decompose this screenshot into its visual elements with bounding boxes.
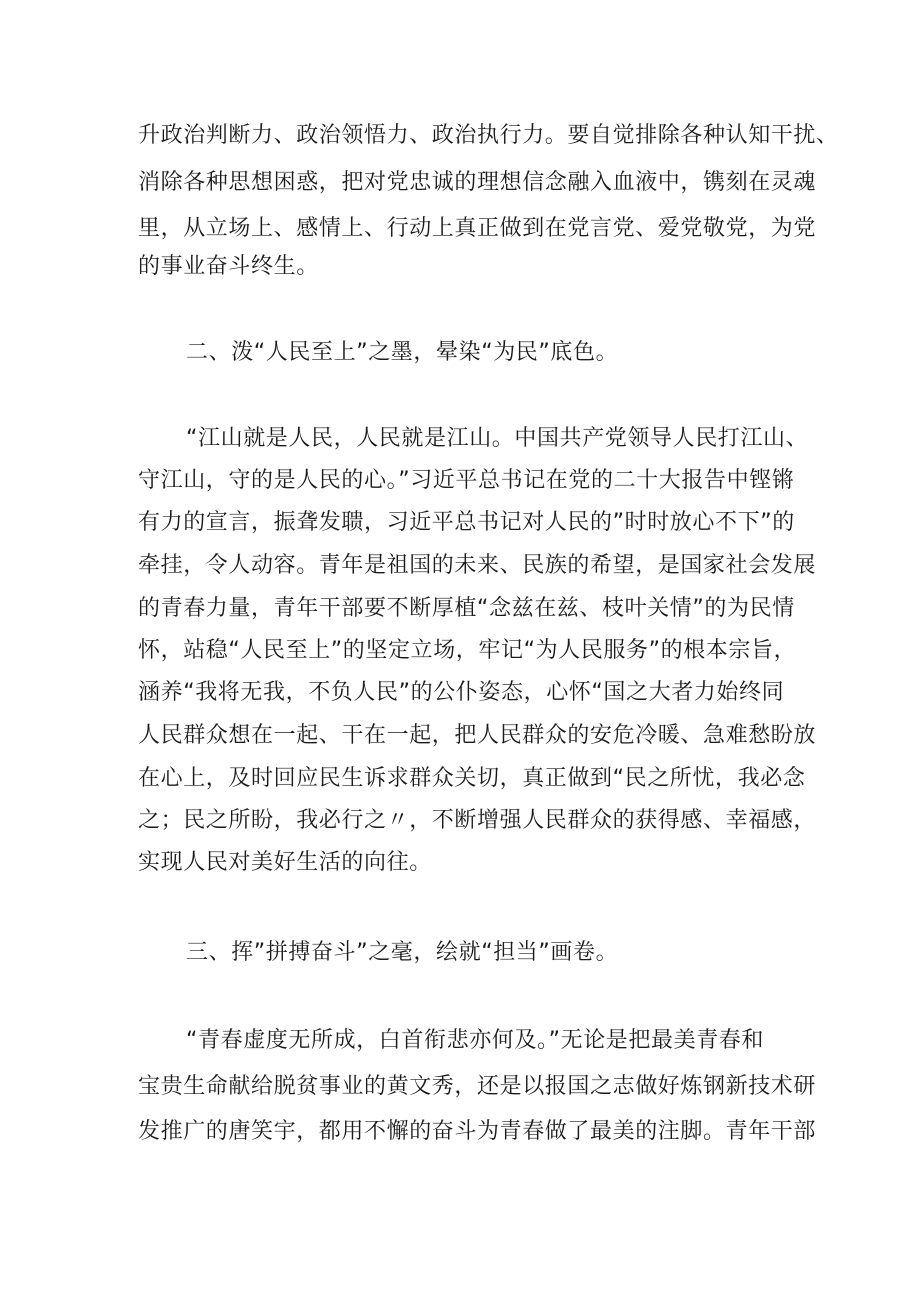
paragraph-line: 在心上，及时回应民生诉求群众关切，真正做到“民之所忧，我必念 (138, 766, 806, 791)
paragraph-line: 牵挂，令人动容。青年是祖国的未来、民族的希望，是国家社会发展 (138, 553, 817, 578)
paragraph-line: 涵养“我将无我，不负人民”的公仆姿态，心怀“国之大者力始终同 (138, 680, 785, 705)
paragraph-line: 的青春力量，青年干部要不断厚植“念兹在兹、枝叶关情”的为民情 (138, 596, 795, 621)
paragraph-line: 人民群众想在一起、干在一起，把人民群众的安危冷暖、急难愁盼放 (138, 723, 817, 748)
paragraph-line: 宝贵生命献给脱贫事业的黄文秀，还是以报国之志做好炼钢新技术研 (138, 1074, 817, 1099)
paragraph-line: 升政治判断力、政治领悟力、政治执行力。要自觉排除各种认知干扰、 (138, 123, 839, 148)
paragraph-line: 有力的宣言，振聋发聩，习近平总书记对人民的”时时放心不下”的 (138, 510, 795, 535)
paragraph-line: 发推广的唐笑宇，都用不懈的奋斗为青春做了最美的注脚。青年干部 (138, 1119, 817, 1144)
paragraph-line: 里，从立场上、感情上、行动上真正做到在党言党、爱党敬党，为党 (138, 216, 817, 241)
paragraph-line: 实现人民对美好生活的向往。 (138, 850, 432, 875)
paragraph-line: 怀，站稳“人民至上”的坚定立场，牢记“为人民服务”的根本宗旨， (138, 638, 797, 663)
paragraph-line: “青春虚度无所成，白首衔悲亦何及。”无论是把最美青春和 (186, 1028, 764, 1053)
paragraph-line: 守江山，守的是人民的心。”习近平总书记在党的二十大报告中铿锵 (138, 468, 795, 493)
paragraph-line: 的事业奋斗终生。 (138, 254, 319, 279)
paragraph-line: “江山就是人民，人民就是江山。中国共产党领导人民打江山、 (186, 426, 809, 451)
section-heading-2: 二、泼“人民至上”之墨，晕染“为民”底色。 (186, 340, 619, 365)
paragraph-line: 之；民之所盼，我必行之〃，不断增强人民群众的获得感、幸福感， (138, 808, 817, 833)
paragraph-line: 消除各种思想困惑，把对党忠诚的理想信念融入血液中，镌刻在灵魂 (138, 170, 817, 195)
section-heading-3: 三、挥”拼搏奋斗”之毫，绘就“担当”画卷。 (186, 940, 619, 965)
